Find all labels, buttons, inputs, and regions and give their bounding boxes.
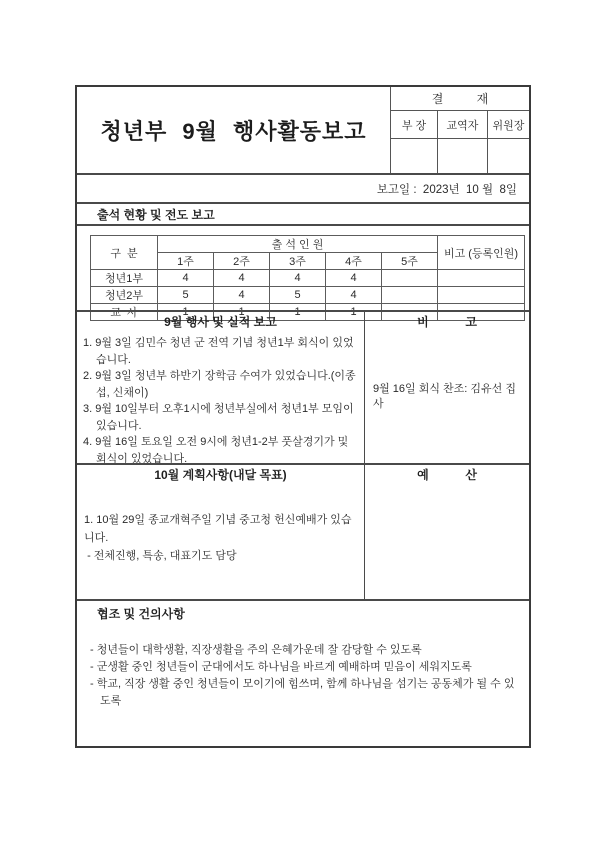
cell-value	[382, 287, 438, 304]
week-header: 3주	[270, 253, 326, 270]
list-item: 1. 9월 3일 김민수 청년 군 전역 기념 청년1부 회식이 있었습니다.	[83, 337, 354, 366]
approval-signature-cell	[391, 139, 437, 173]
cell-value: 4	[158, 270, 214, 287]
week-header: 4주	[326, 253, 382, 270]
september-section-body	[77, 331, 529, 463]
cell-value: 4	[214, 287, 270, 304]
attendance-area	[77, 224, 529, 319]
col-group-header: 구 분	[91, 236, 158, 270]
list-item: 4. 9월 16일 토요일 오전 9시에 청년1-2부 풋살경기가 및 회식이 있었습니다.	[83, 436, 352, 465]
cell-note	[438, 287, 525, 304]
cell-value: 4	[270, 270, 326, 287]
cell-value: 1	[326, 304, 382, 321]
budget-column-heading: 예 산	[364, 465, 529, 483]
cell-value: 1	[270, 304, 326, 321]
approval-box	[390, 87, 529, 173]
report-document	[75, 85, 531, 748]
approval-header: 결 재	[391, 87, 529, 111]
attendance-section-heading: 출석 현황 및 전도 보고	[77, 202, 529, 224]
approval-col-chairman: 위원장	[487, 111, 529, 138]
row-label: 청년1부	[91, 270, 158, 287]
cell-note	[438, 270, 525, 287]
week-header: 1주	[158, 253, 214, 270]
approval-signature-cell	[437, 139, 487, 173]
row-label: 교 사	[91, 304, 158, 321]
approval-signature-cell	[487, 139, 529, 173]
week-header: 5주	[382, 253, 438, 270]
october-heading: 10월 계획사항(내달 목표)	[154, 467, 287, 482]
title-cell	[77, 87, 390, 173]
budget-cell	[364, 483, 529, 599]
week-header: 2주	[214, 253, 270, 270]
attendance-header-row	[91, 236, 525, 253]
september-items	[77, 331, 364, 463]
cell-value	[382, 270, 438, 287]
cooperation-items	[77, 625, 529, 746]
list-item: 2. 9월 3일 청년부 하반기 장학금 수여가 있었습니다.(이종섭, 신채이)	[83, 370, 356, 399]
table-row	[91, 287, 525, 304]
approval-signatures	[391, 139, 529, 173]
cell-value: 4	[214, 270, 270, 287]
october-items	[77, 483, 364, 599]
col-attendance-header: 출 석 인 원	[158, 236, 438, 253]
list-item: - 전체진행, 특송, 대표기도 담당	[84, 550, 237, 563]
page-title: 청년부 9월 행사활동보고	[100, 118, 367, 144]
approval-col-department-head: 부 장	[401, 119, 427, 132]
row-label: 청년2부	[91, 287, 158, 304]
approval-labels	[391, 111, 529, 139]
col-note-header: 비고 (등록인원)	[438, 236, 525, 270]
list-item: - 군생활 중인 청년들이 군대에서도 하나님을 바르게 예배하며 믿음이 세워지도록	[90, 661, 472, 674]
september-heading: 9월 행사 및 실적 보고	[164, 315, 277, 329]
cooperation-section-heading: 협조 및 건의사항	[77, 599, 529, 625]
table-row	[91, 270, 525, 287]
september-note: 9월 16일 회식 찬조: 김유선 집사	[364, 331, 529, 463]
report-header	[77, 87, 529, 173]
cell-value: 1	[214, 304, 270, 321]
report-date: 보고일 : 2023년 10 월 8일	[77, 173, 529, 202]
october-section-header	[77, 463, 529, 483]
note-column-heading: 비 고	[364, 312, 529, 331]
attendance-table	[90, 235, 525, 321]
list-item: 3. 9월 10일부터 오후1시에 청년부실에서 청년1부 모임이 있습니다.	[83, 403, 357, 432]
cell-value: 5	[270, 287, 326, 304]
cell-value: 4	[326, 270, 382, 287]
cell-value: 4	[326, 287, 382, 304]
list-item: - 학교, 직장 생활 중인 청년들이 모이기에 힘쓰며, 함께 하나님을 섬기는 공동체가 될 수 있도록	[90, 678, 515, 708]
cell-value: 1	[158, 304, 214, 321]
list-item: 1. 10월 29일 종교개혁주일 기념 중고청 헌신예배가 있습니다.	[84, 513, 352, 544]
list-item: - 청년들이 대학생활, 직장생활을 주의 은혜가운데 잘 감당할 수 있도록	[90, 644, 422, 656]
october-section-body	[77, 483, 529, 599]
september-section-header	[77, 310, 529, 331]
cell-value: 5	[158, 287, 214, 304]
approval-col-minister: 교역자	[437, 111, 487, 138]
